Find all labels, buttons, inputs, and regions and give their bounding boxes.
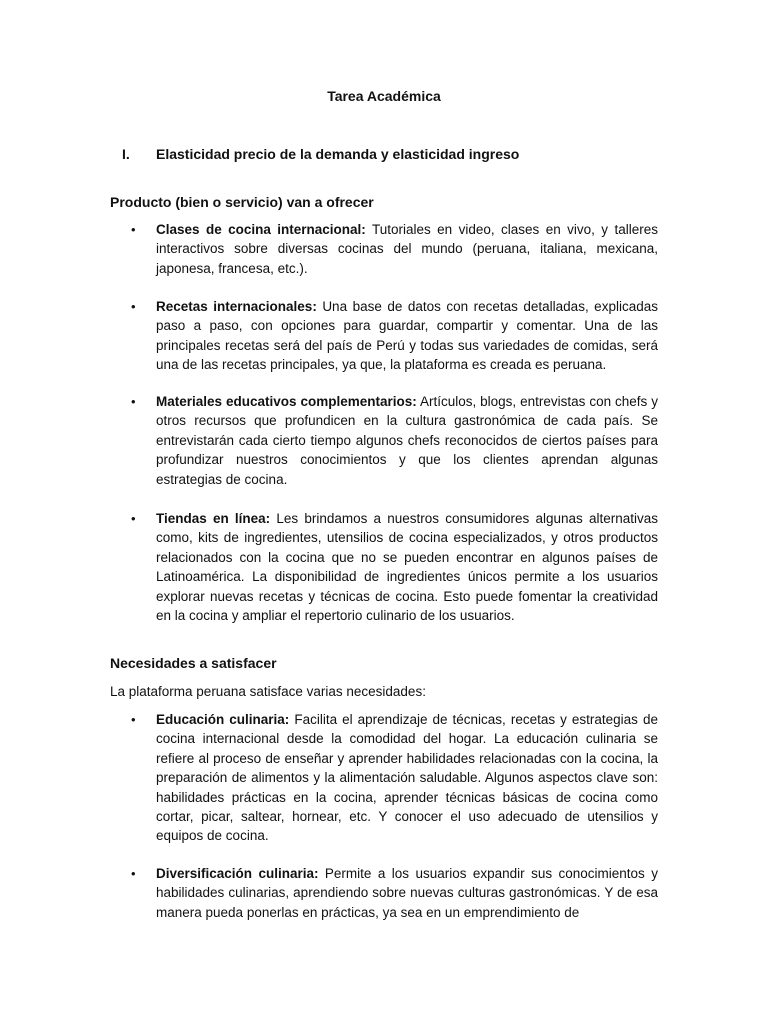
item-term: Tiendas en línea: <box>156 511 271 526</box>
item-text: Facilita el aprendizaje de técnicas, recetas y estrategias de cocina internacional desde la comodidad del hogar. La educación culinaria se refiere al proceso de enseñar y aprender habilidades relacionadas con la cocina, la preparación de alimentos y la alimentación saludable. Algunos aspectos clave son: habilidades prácticas en la cocina, aprender técnicas básicas de cocina como cortar, picar, saltear, hornear, etc. Y conocer el uso adecuado de utensilios y equipos de cocina. <box>156 712 658 844</box>
list-item <box>131 297 658 375</box>
list-item <box>131 509 658 625</box>
bullet-icon: • <box>131 511 136 526</box>
bullet-icon: • <box>131 866 136 881</box>
products-subheading: Producto (bien o servicio) van a ofrecer <box>110 194 374 210</box>
item-text: Artículos, blogs, entrevistas con chefs y otros recursos que profundicen en la cultura gastronómica de cada país. Se entrevistarán cada cierto tiempo algunos chefs reconocidos de ciertos países para profundizar nuestros conocimientos y que los clientes aprendan algunas estrategias de cocina. <box>156 394 659 487</box>
section-numeral: I. <box>122 146 130 162</box>
item-term: Clases de cocina internacional: <box>156 222 366 237</box>
needs-intro: La plataforma peruana satisface varias necesidades: <box>110 684 426 699</box>
item-term: Educación culinaria: <box>156 712 290 727</box>
bullet-icon: • <box>131 712 136 727</box>
bullet-icon: • <box>131 394 136 409</box>
bullet-icon: • <box>131 222 136 237</box>
list-item <box>131 710 658 846</box>
section-heading-text: Elasticidad precio de la demanda y elasticidad ingreso <box>156 146 520 162</box>
section-heading <box>122 144 519 164</box>
item-term: Materiales educativos complementarios: <box>156 394 417 409</box>
list-item <box>131 392 659 489</box>
item-text: Tutoriales en video, clases en vivo, y talleres interactivos sobre diversas cocinas del mundo (peruana, italiana, mexicana, japonesa, francesa, etc.). <box>156 222 658 276</box>
item-text: Permite a los usuarios expandir sus conocimientos y habilidades culinarias, aprendiendo sobre nuevas culturas gastronómicas. Y de esa manera pueda ponerlas en prácticas, ya sea en un emprendimiento de <box>156 866 658 920</box>
item-term: Diversificación culinaria: <box>156 866 319 881</box>
needs-subheading: Necesidades a satisfacer <box>110 655 277 671</box>
item-text: Una base de datos con recetas detalladas, explicadas paso a paso, con opciones para guardar, compartir y comentar. Una de las principales recetas será del país de Perú y todas sus variedades de comidas, será una de las recetas principales, ya que, la plataforma es creada es peruana. <box>156 299 658 373</box>
item-text: Les brindamos a nuestros consumidores algunas alternativas como, kits de ingredientes, utensilios de cocina especializados, y otros productos relacionados con la cocina que no se pueden encontrar en algunos países de Latinoamérica. La disponibilidad de ingredientes únicos permite a los usuarios explorar nuevas recetas y técnicas de cocina. Esto puede fomentar la creatividad en la cocina y ampliar el repertorio culinario de los usuarios. <box>156 511 658 624</box>
bullet-icon: • <box>131 299 136 314</box>
document-title: Tarea Académica <box>327 88 441 104</box>
item-term: Recetas internacionales: <box>156 299 317 314</box>
list-item <box>131 864 658 923</box>
list-item <box>131 220 658 278</box>
